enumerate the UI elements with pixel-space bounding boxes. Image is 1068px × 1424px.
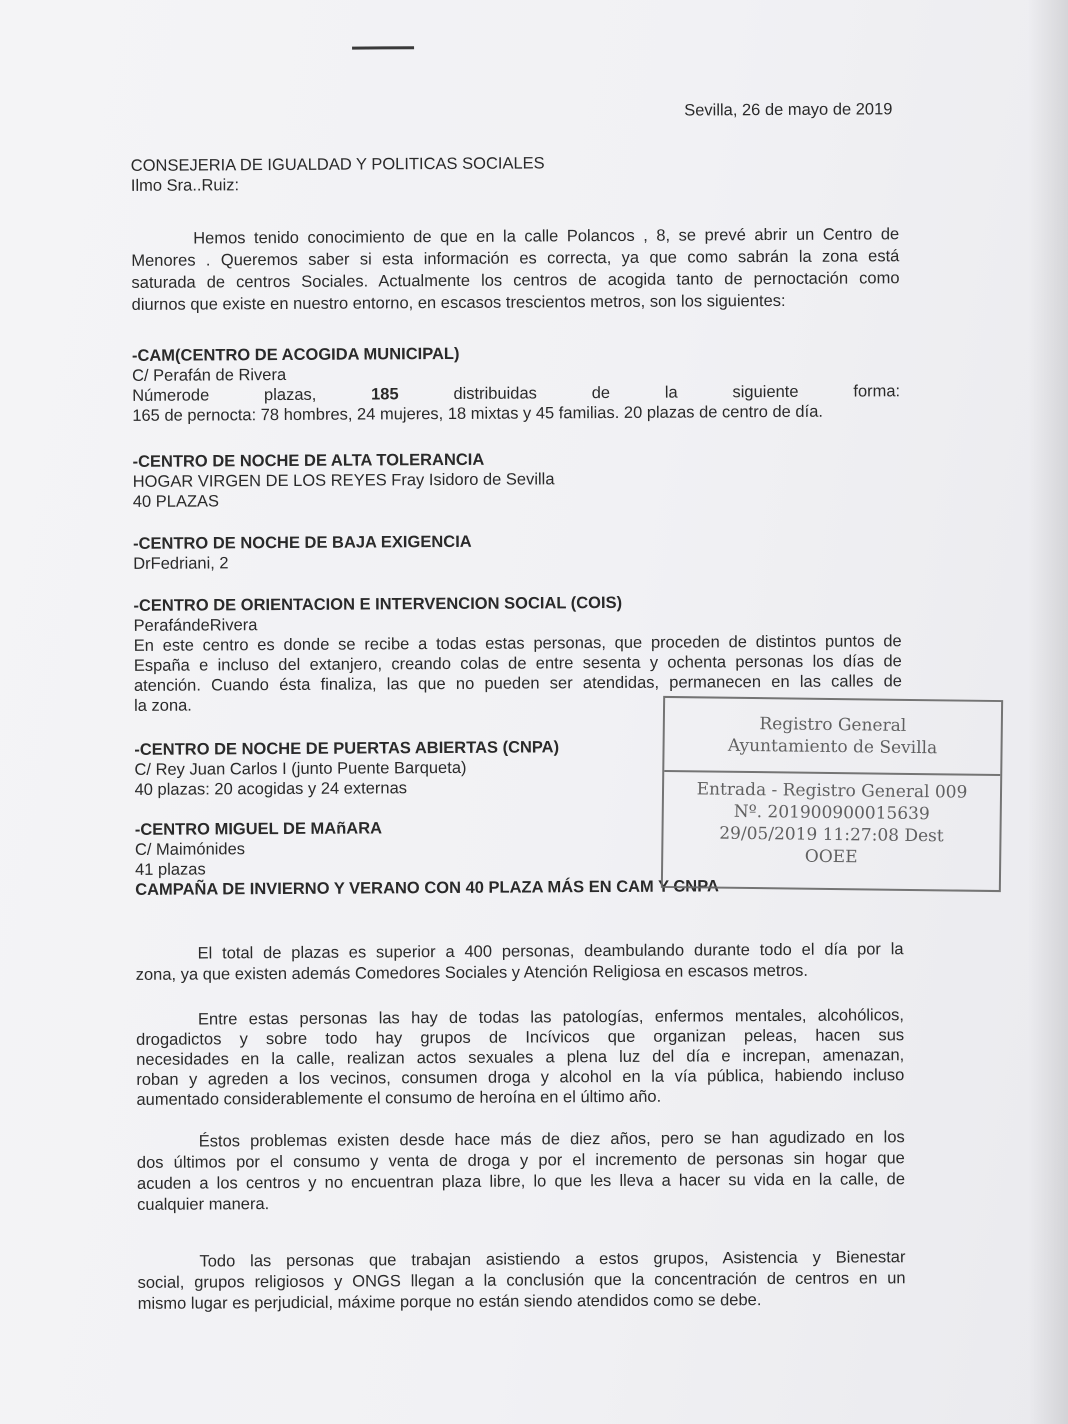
paragraph-line: cualquier manera. xyxy=(137,1195,270,1214)
paper-edge-shadow xyxy=(1028,0,1068,1424)
center-baja-exigencia xyxy=(133,529,901,574)
center-cam xyxy=(132,341,900,426)
center-title: -CENTRO DE NOCHE DE BAJA EXIGENCIA xyxy=(133,532,472,553)
paragraph-line: Éstos problemas existen desde hace más de diez años, pero se han agudizado en los xyxy=(198,1128,905,1151)
stamp-body xyxy=(663,772,1000,870)
center-title: -CENTRO DE ORIENTACION E INTERVENCION SOCIAL (COIS) xyxy=(133,593,623,615)
cois-line: la zona. xyxy=(134,696,192,715)
stamp-entry: Entrada - Registro General 009 xyxy=(696,779,968,803)
plazas-word: de xyxy=(591,384,611,403)
cois-line: En este centro es donde se recibe a todas estas personas, que proceden de distintos puntos de xyxy=(133,632,902,655)
stamp-datetime: 29/05/2019 11:27:08 Dest xyxy=(719,823,944,847)
paragraph-conclusion xyxy=(137,1247,905,1315)
stamp-number: Nº. 201900900015639 xyxy=(733,801,930,825)
paragraph-line: necesidades en la calle, realizan actos sexuales a plena luz del día e increpan, amenazan, xyxy=(136,1046,905,1069)
plazas-word: plazas, xyxy=(263,385,317,405)
intro-line: diurnos que existe en nuestro entorno, en escasos trescientos metros, son los siguientes: xyxy=(131,291,786,314)
campaign-note: CAMPAÑA DE INVIERNO Y VERANO CON 40 PLAZA MÁS EN CAM Y CNPA xyxy=(135,877,719,899)
top-dash-mark xyxy=(352,46,414,49)
intro-line: saturada de centros Sociales. Actualmente los centros de acogida tanto de pernoctación como xyxy=(131,269,900,292)
plazas-word: distribuidas xyxy=(453,384,537,403)
center-address: C/ Rey Juan Carlos I (junto Puente Barqueta) xyxy=(134,758,467,779)
stamp-subtitle: Ayuntamiento de Sevilla xyxy=(727,735,938,759)
center-plazas: 40 plazas: 20 acogidas y 24 externas xyxy=(134,779,408,799)
center-title: -CENTRO MIGUEL DE MAñARA xyxy=(134,819,383,839)
recipient-org: CONSEJERIA DE IGUALDAD Y POLITICAS SOCIALES xyxy=(130,154,545,175)
paragraph-line: mismo lugar es perjudicial, máxime porque no están siendo atendidos como se debe. xyxy=(137,1291,762,1313)
center-alta-tolerancia xyxy=(133,447,901,512)
paragraph-line: El total de plazas es superior a 400 personas, deambulando durante todo el día por la xyxy=(197,940,904,963)
plazas-word: forma: xyxy=(853,382,901,401)
stamp-header xyxy=(664,698,1001,776)
paragraph-problemas xyxy=(137,1127,905,1216)
stamp-dest: OOEE xyxy=(804,846,858,868)
registry-stamp xyxy=(661,696,1003,892)
intro-line: Menores . Queremos saber si esta información es correcta, ya que como sabrán la zona está xyxy=(131,247,900,270)
stamp-title: Registro General xyxy=(759,714,907,736)
letter-date: Sevilla, 26 de mayo de 2019 xyxy=(684,100,893,120)
center-address: PerafándeRivera xyxy=(133,616,258,635)
salutation: Ilmo Sra..Ruiz: xyxy=(130,176,240,195)
paragraph-line: social, grupos religiosos y ONGS llegan a la conclusión que la concentración de centros en un xyxy=(137,1269,906,1292)
plazas-count: 185 xyxy=(371,385,399,404)
cam-detail: 165 de pernocta: 78 hombres, 24 mujeres, 18 mixtas y 45 familias. 20 plazas de centro de día. xyxy=(132,402,823,425)
letter-header xyxy=(131,151,899,196)
paragraph-line: drogadictos y sobre todo hay grupos de Incívicos que organizan peleas, hacen sus xyxy=(136,1026,905,1049)
center-title: -CENTRO DE NOCHE DE ALTA TOLERANCIA xyxy=(132,450,485,471)
paragraph-line: Todo las personas que trabajan asistiendo a estos grupos, Asistencia y Bienestar xyxy=(199,1248,906,1271)
plazas-word: Númerode xyxy=(132,386,210,405)
intro-line: Hemos tenido conocimiento de que en la calle Polancos , 8, se prevé abrir un Centro de xyxy=(193,225,900,248)
paragraph-line: dos últimos por el consumo y venta de droga y por el incremento de personas sin hogar que xyxy=(136,1149,905,1172)
paragraph-total xyxy=(136,939,904,986)
center-address: C/ Maimónides xyxy=(134,840,246,859)
plazas-word: siguiente xyxy=(732,382,799,402)
center-title: -CAM(CENTRO DE ACOGIDA MUNICIPAL) xyxy=(131,344,460,365)
paragraph-patologias xyxy=(136,1005,905,1110)
intro-paragraph xyxy=(131,223,900,316)
plazas-word: la xyxy=(664,383,678,402)
paragraph-line: acuden a los centros y no encuentran plaza libre, lo que les lleva a hacer su vida en la calle, de xyxy=(136,1170,906,1193)
paragraph-line: aumentado considerablemente el consumo de heroína en el último año. xyxy=(136,1087,662,1109)
center-address: C/ Perafán de Rivera xyxy=(131,365,287,385)
center-line: HOGAR VIRGEN DE LOS REYES Fray Isidoro de Sevilla xyxy=(132,470,555,491)
paragraph-line: zona, ya que existen además Comedores Sociales y Atención Religiosa en escasos metros. xyxy=(135,961,809,984)
paragraph-line: roban y agreden a los vecinos, consumen droga y alcohol en la vía pública, habiendo incluso xyxy=(136,1066,905,1089)
center-title: -CENTRO DE NOCHE DE PUERTAS ABIERTAS (CNPA) xyxy=(134,738,560,759)
center-plazas: 41 plazas xyxy=(135,860,206,879)
center-address: DrFedriani, 2 xyxy=(133,554,229,573)
paragraph-line: Entre estas personas las hay de todas las patologías, enfermos mentales, alcohólicos, xyxy=(197,1006,905,1029)
cois-line: España e incluso del extanjero, creando colas de entre sesenta y ochenta personas los días de xyxy=(133,652,902,675)
cois-line: atención. Cuando ésta finaliza, las que no pueden ser atendidas, permanecen en las calles de xyxy=(133,672,902,695)
center-line: 40 PLAZAS xyxy=(132,492,220,511)
